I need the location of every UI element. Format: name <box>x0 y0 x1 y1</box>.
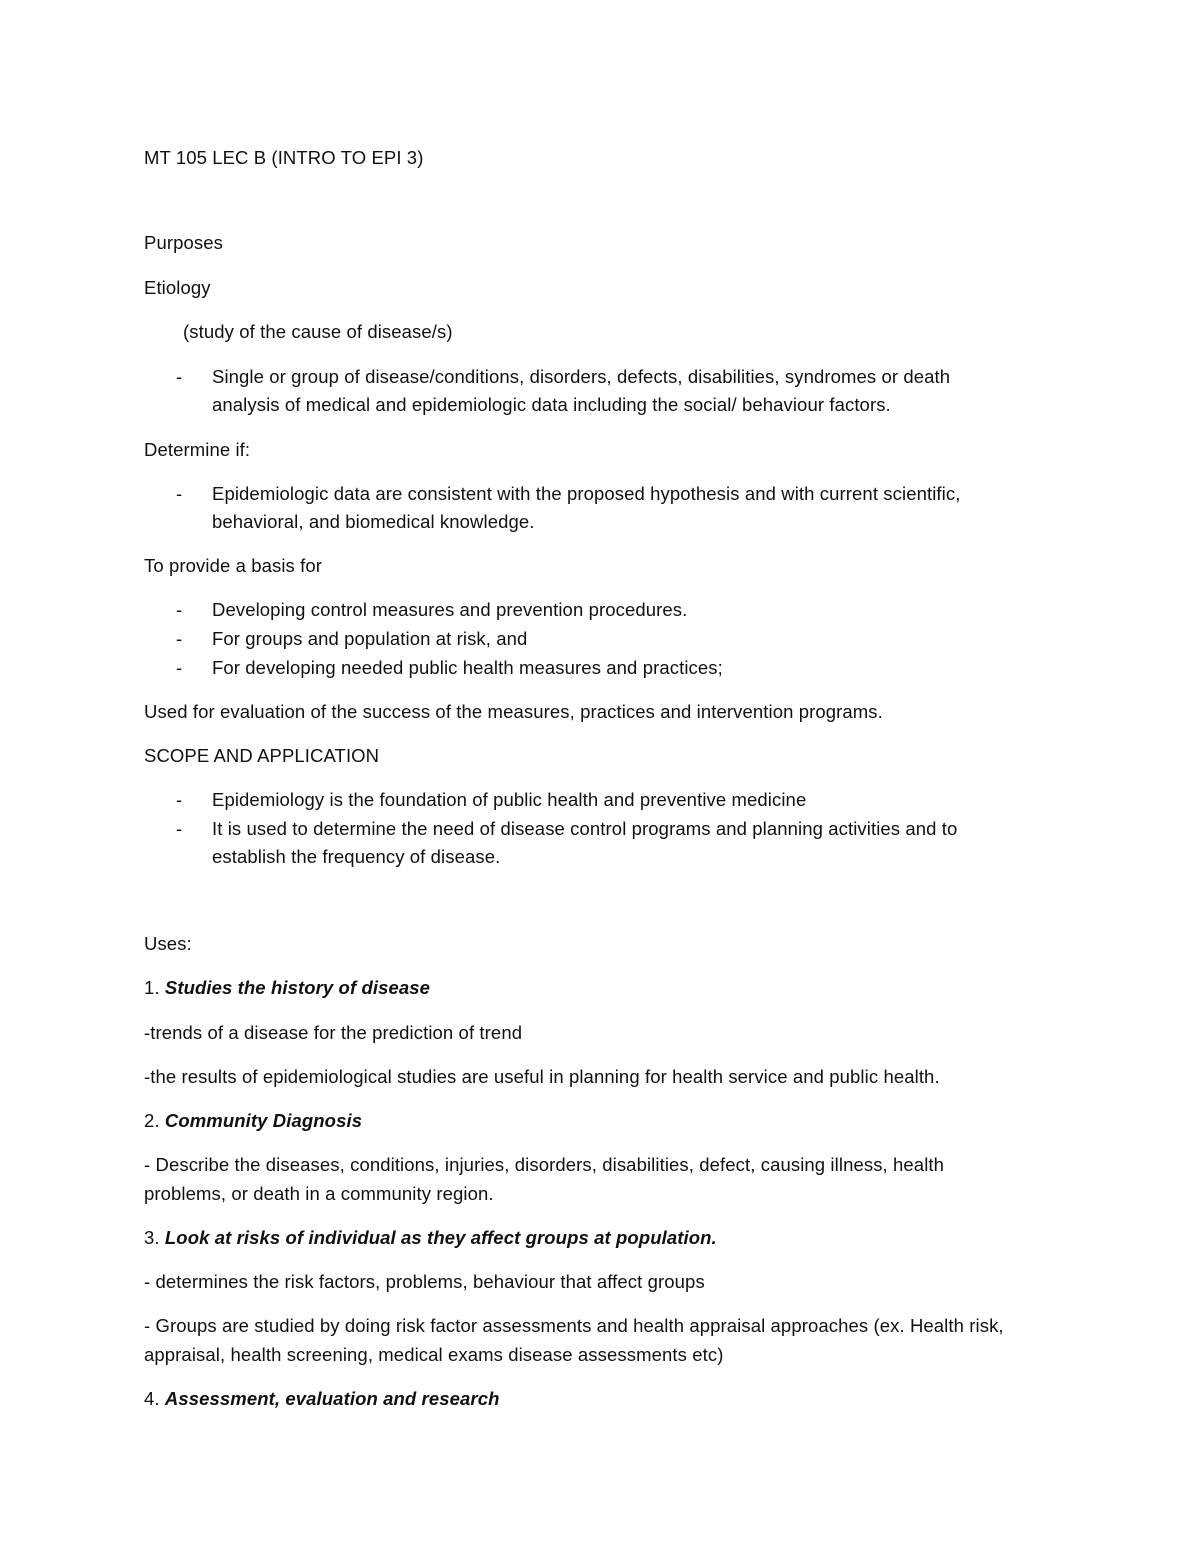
etiology-bullet-line: analysis of medical and epidemiologic data including the social/ behaviour factors. <box>212 394 891 415</box>
basis-bullet: Developing control measures and prevention procedures. <box>212 599 688 620</box>
etiology-heading: Etiology <box>144 277 211 298</box>
etiology-bullet-line: Single or group of disease/conditions, disorders, defects, disabilities, syndromes or death <box>212 366 951 387</box>
bullet-dash: - <box>176 628 183 649</box>
etiology-definition: (study of the cause of disease/s) <box>183 321 453 342</box>
use-2-heading <box>144 1110 362 1132</box>
determine-bullet-line: Epidemiologic data are consistent with the proposed hypothesis and with current scientific, <box>212 483 961 504</box>
uses-heading: Uses: <box>144 933 192 954</box>
use-4-heading <box>144 1388 499 1410</box>
bullet-dash: - <box>176 483 183 504</box>
scope-bullet-line: establish the frequency of disease. <box>212 846 501 867</box>
use-title: Look at risks of individual as they affect groups at population. <box>164 1227 717 1248</box>
bullet-dash: - <box>176 818 183 839</box>
use-title: Community Diagnosis <box>164 1110 363 1131</box>
use-number: 4. <box>144 1388 160 1409</box>
use-number: 3. <box>144 1227 160 1248</box>
use-2-item: problems, or death in a community region. <box>144 1183 494 1204</box>
use-3-item: appraisal, health screening, medical exams disease assessments etc) <box>144 1344 724 1365</box>
purposes-heading: Purposes <box>144 232 223 253</box>
use-1-item: -the results of epidemiological studies are useful in planning for health service and public health. <box>144 1066 940 1087</box>
bullet-dash: - <box>176 789 183 810</box>
use-3-item: - determines the risk factors, problems, behaviour that affect groups <box>144 1271 705 1292</box>
use-1-item: -trends of a disease for the prediction of trend <box>144 1022 523 1043</box>
bullet-dash: - <box>176 366 183 387</box>
bullet-dash: - <box>176 657 183 678</box>
use-3-item: - Groups are studied by doing risk factor assessments and health appraisal approaches (ex. Health risk, <box>144 1315 1004 1336</box>
use-title: Studies the history of disease <box>164 977 431 998</box>
determine-bullet-line: behavioral, and biomedical knowledge. <box>212 511 535 532</box>
scope-bullet-line: Epidemiology is the foundation of public health and preventive medicine <box>212 789 807 810</box>
determine-heading: Determine if: <box>144 439 251 460</box>
use-title: Assessment, evaluation and research <box>164 1388 500 1409</box>
document-title: MT 105 LEC B (INTRO TO EPI 3) <box>144 147 424 168</box>
evaluation-line: Used for evaluation of the success of the measures, practices and intervention programs. <box>144 701 883 722</box>
bullet-dash: - <box>176 599 183 620</box>
use-number: 2. <box>144 1110 160 1131</box>
basis-heading: To provide a basis for <box>144 555 323 576</box>
use-2-item: - Describe the diseases, conditions, injuries, disorders, disabilities, defect, causing illness, health <box>144 1154 945 1175</box>
use-1-heading <box>144 977 430 999</box>
basis-bullet: For groups and population at risk, and <box>212 628 528 649</box>
use-3-heading <box>144 1227 717 1249</box>
basis-bullet: For developing needed public health measures and practices; <box>212 657 723 678</box>
scope-bullet-line: It is used to determine the need of disease control programs and planning activities and to <box>212 818 958 839</box>
use-number: 1. <box>144 977 160 998</box>
scope-heading: SCOPE AND APPLICATION <box>144 745 380 766</box>
